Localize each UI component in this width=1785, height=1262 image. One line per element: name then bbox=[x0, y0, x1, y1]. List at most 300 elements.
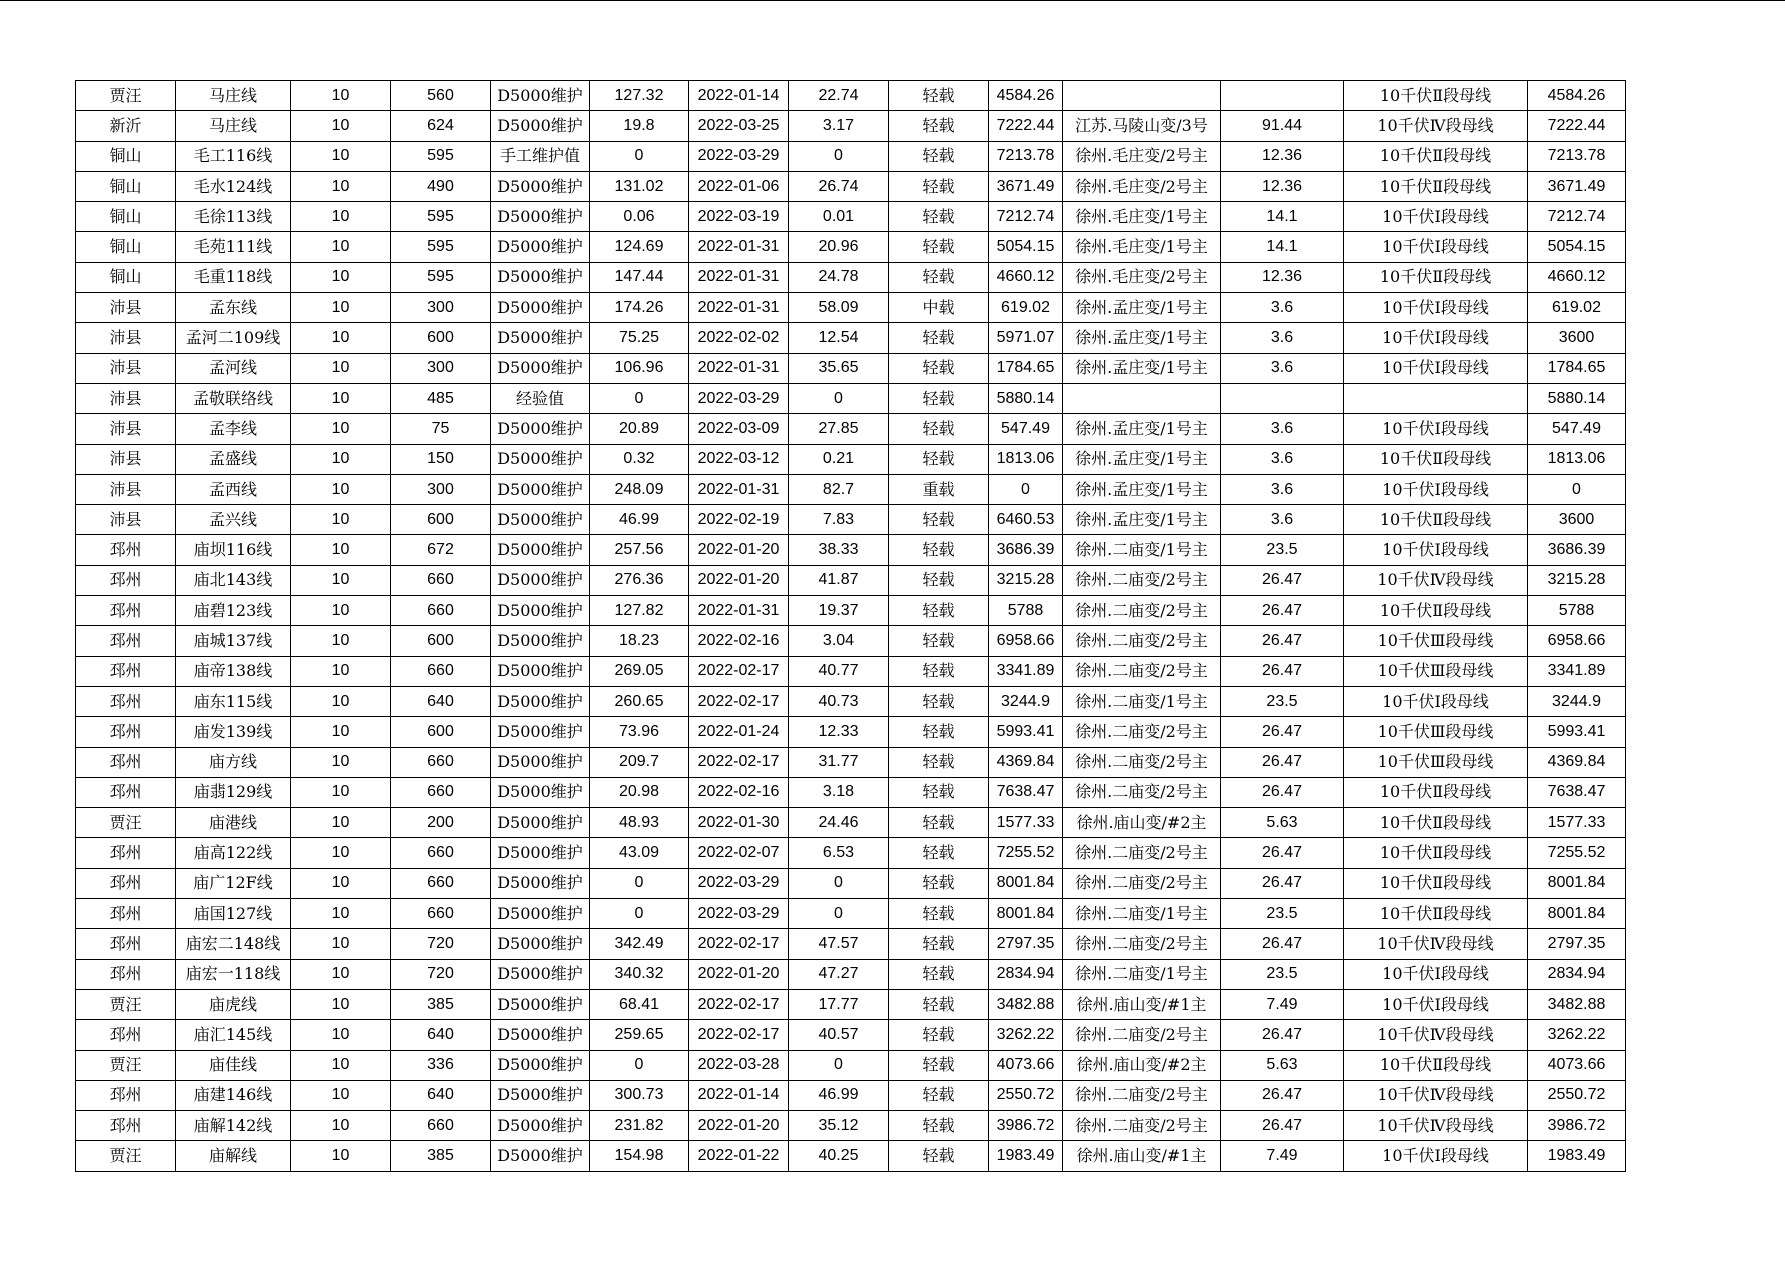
region-cell: 邳州 bbox=[76, 868, 176, 898]
bus-capacity-cell: 8001.84 bbox=[1528, 868, 1626, 898]
table-row bbox=[76, 171, 1626, 201]
transformer-load-cell: 12.36 bbox=[1221, 171, 1344, 201]
voltage-cell: 10 bbox=[291, 838, 391, 868]
bus-cell: 10千伏Ⅱ段母线 bbox=[1344, 141, 1528, 171]
line-name-cell: 毛工116线 bbox=[176, 141, 291, 171]
load-rate-cell: 24.46 bbox=[789, 808, 889, 838]
region-cell: 贾汪 bbox=[76, 1141, 176, 1171]
voltage-cell: 10 bbox=[291, 111, 391, 141]
bus-capacity-cell: 0 bbox=[1528, 474, 1626, 504]
voltage-cell: 10 bbox=[291, 171, 391, 201]
line-name-cell: 庙港线 bbox=[176, 808, 291, 838]
limit-cell: 660 bbox=[391, 899, 491, 929]
load-rate-cell: 82.7 bbox=[789, 474, 889, 504]
bus-cell: 10千伏Ⅱ段母线 bbox=[1344, 171, 1528, 201]
bus-capacity-cell: 2797.35 bbox=[1528, 929, 1626, 959]
load-status-cell: 轻载 bbox=[889, 717, 989, 747]
open-capacity-cell: 619.02 bbox=[989, 293, 1063, 323]
line-name-cell: 庙宏一118线 bbox=[176, 959, 291, 989]
bus-cell: 10千伏Ⅰ段母线 bbox=[1344, 232, 1528, 262]
source-cell: D5000维护 bbox=[491, 686, 590, 716]
table-body bbox=[76, 81, 1626, 1172]
region-cell: 邳州 bbox=[76, 717, 176, 747]
max-current-cell: 269.05 bbox=[590, 656, 689, 686]
voltage-cell: 10 bbox=[291, 353, 391, 383]
bus-capacity-cell: 6958.66 bbox=[1528, 626, 1626, 656]
open-capacity-cell: 7212.74 bbox=[989, 202, 1063, 232]
date-cell: 2022-01-31 bbox=[689, 596, 789, 626]
voltage-cell: 10 bbox=[291, 383, 391, 413]
load-status-cell: 轻载 bbox=[889, 383, 989, 413]
voltage-cell: 10 bbox=[291, 808, 391, 838]
substation-cell: 徐州.二庙变/2号主 bbox=[1063, 656, 1221, 686]
date-cell: 2022-02-17 bbox=[689, 656, 789, 686]
region-cell: 邳州 bbox=[76, 929, 176, 959]
load-rate-cell: 12.54 bbox=[789, 323, 889, 353]
transformer-load-cell: 3.6 bbox=[1221, 444, 1344, 474]
table-row bbox=[76, 808, 1626, 838]
limit-cell: 660 bbox=[391, 656, 491, 686]
bus-capacity-cell: 547.49 bbox=[1528, 414, 1626, 444]
bus-cell: 10千伏Ⅳ段母线 bbox=[1344, 1020, 1528, 1050]
limit-cell: 640 bbox=[391, 1080, 491, 1110]
load-rate-cell: 19.37 bbox=[789, 596, 889, 626]
transformer-load-cell bbox=[1221, 383, 1344, 413]
region-cell: 沛县 bbox=[76, 383, 176, 413]
substation-cell: 徐州.庙山变/#1主 bbox=[1063, 1141, 1221, 1171]
substation-cell: 徐州.毛庄变/1号主 bbox=[1063, 232, 1221, 262]
source-cell: D5000维护 bbox=[491, 1080, 590, 1110]
transformer-load-cell: 26.47 bbox=[1221, 1020, 1344, 1050]
source-cell: D5000维护 bbox=[491, 808, 590, 838]
voltage-cell: 10 bbox=[291, 535, 391, 565]
date-cell: 2022-01-30 bbox=[689, 808, 789, 838]
transformer-load-cell: 14.1 bbox=[1221, 232, 1344, 262]
max-current-cell: 231.82 bbox=[590, 1111, 689, 1141]
bus-capacity-cell: 3600 bbox=[1528, 505, 1626, 535]
load-rate-cell: 35.65 bbox=[789, 353, 889, 383]
line-name-cell: 庙翡129线 bbox=[176, 777, 291, 807]
date-cell: 2022-01-20 bbox=[689, 1111, 789, 1141]
voltage-cell: 10 bbox=[291, 717, 391, 747]
limit-cell: 75 bbox=[391, 414, 491, 444]
load-rate-cell: 31.77 bbox=[789, 747, 889, 777]
load-rate-cell: 40.73 bbox=[789, 686, 889, 716]
table-row bbox=[76, 1020, 1626, 1050]
source-cell: D5000维护 bbox=[491, 474, 590, 504]
open-capacity-cell: 8001.84 bbox=[989, 899, 1063, 929]
limit-cell: 490 bbox=[391, 171, 491, 201]
bus-cell: 10千伏Ⅱ段母线 bbox=[1344, 777, 1528, 807]
source-cell: 手工维护值 bbox=[491, 141, 590, 171]
source-cell: D5000维护 bbox=[491, 323, 590, 353]
transformer-load-cell: 91.44 bbox=[1221, 111, 1344, 141]
open-capacity-cell: 4073.66 bbox=[989, 1050, 1063, 1080]
open-capacity-cell: 8001.84 bbox=[989, 868, 1063, 898]
max-current-cell: 0 bbox=[590, 1050, 689, 1080]
table-row bbox=[76, 505, 1626, 535]
transformer-load-cell: 3.6 bbox=[1221, 414, 1344, 444]
load-status-cell: 轻载 bbox=[889, 686, 989, 716]
max-current-cell: 248.09 bbox=[590, 474, 689, 504]
bus-capacity-cell: 1577.33 bbox=[1528, 808, 1626, 838]
open-capacity-cell: 4584.26 bbox=[989, 81, 1063, 111]
bus-capacity-cell: 1983.49 bbox=[1528, 1141, 1626, 1171]
table-row bbox=[76, 626, 1626, 656]
line-name-cell: 庙城137线 bbox=[176, 626, 291, 656]
max-current-cell: 0.32 bbox=[590, 444, 689, 474]
load-status-cell: 轻载 bbox=[889, 505, 989, 535]
max-current-cell: 276.36 bbox=[590, 565, 689, 595]
bus-capacity-cell: 4073.66 bbox=[1528, 1050, 1626, 1080]
max-current-cell: 147.44 bbox=[590, 262, 689, 292]
load-status-cell: 中载 bbox=[889, 293, 989, 323]
max-current-cell: 106.96 bbox=[590, 353, 689, 383]
load-status-cell: 轻载 bbox=[889, 323, 989, 353]
transformer-load-cell: 14.1 bbox=[1221, 202, 1344, 232]
date-cell: 2022-02-17 bbox=[689, 1020, 789, 1050]
bus-cell: 10千伏Ⅱ段母线 bbox=[1344, 81, 1528, 111]
voltage-cell: 10 bbox=[291, 959, 391, 989]
open-capacity-cell: 2834.94 bbox=[989, 959, 1063, 989]
substation-cell bbox=[1063, 81, 1221, 111]
table-row bbox=[76, 383, 1626, 413]
region-cell: 沛县 bbox=[76, 414, 176, 444]
source-cell: D5000维护 bbox=[491, 444, 590, 474]
limit-cell: 600 bbox=[391, 717, 491, 747]
max-current-cell: 43.09 bbox=[590, 838, 689, 868]
max-current-cell: 342.49 bbox=[590, 929, 689, 959]
table-row bbox=[76, 959, 1626, 989]
limit-cell: 595 bbox=[391, 262, 491, 292]
bus-capacity-cell: 4369.84 bbox=[1528, 747, 1626, 777]
substation-cell: 徐州.孟庄变/1号主 bbox=[1063, 474, 1221, 504]
load-status-cell: 轻载 bbox=[889, 414, 989, 444]
substation-cell: 徐州.孟庄变/1号主 bbox=[1063, 505, 1221, 535]
source-cell: D5000维护 bbox=[491, 202, 590, 232]
table-row bbox=[76, 414, 1626, 444]
substation-cell: 徐州.二庙变/2号主 bbox=[1063, 1111, 1221, 1141]
substation-cell: 徐州.毛庄变/2号主 bbox=[1063, 171, 1221, 201]
table-row bbox=[76, 717, 1626, 747]
source-cell: D5000维护 bbox=[491, 777, 590, 807]
bus-capacity-cell: 5054.15 bbox=[1528, 232, 1626, 262]
date-cell: 2022-02-17 bbox=[689, 686, 789, 716]
table-row bbox=[76, 444, 1626, 474]
region-cell: 邳州 bbox=[76, 959, 176, 989]
substation-cell: 徐州.二庙变/1号主 bbox=[1063, 899, 1221, 929]
load-rate-cell: 0 bbox=[789, 141, 889, 171]
line-name-cell: 毛水124线 bbox=[176, 171, 291, 201]
source-cell: D5000维护 bbox=[491, 959, 590, 989]
table-row bbox=[76, 474, 1626, 504]
bus-capacity-cell: 4584.26 bbox=[1528, 81, 1626, 111]
source-cell: D5000维护 bbox=[491, 293, 590, 323]
substation-cell: 徐州.二庙变/2号主 bbox=[1063, 565, 1221, 595]
bus-cell: 10千伏Ⅰ段母线 bbox=[1344, 1141, 1528, 1171]
open-capacity-cell: 5993.41 bbox=[989, 717, 1063, 747]
bus-capacity-cell: 3262.22 bbox=[1528, 1020, 1626, 1050]
limit-cell: 595 bbox=[391, 202, 491, 232]
open-capacity-cell: 3262.22 bbox=[989, 1020, 1063, 1050]
limit-cell: 660 bbox=[391, 1111, 491, 1141]
limit-cell: 720 bbox=[391, 959, 491, 989]
transformer-load-cell: 26.47 bbox=[1221, 747, 1344, 777]
region-cell: 沛县 bbox=[76, 444, 176, 474]
table-row bbox=[76, 686, 1626, 716]
line-name-cell: 孟东线 bbox=[176, 293, 291, 323]
load-status-cell: 轻载 bbox=[889, 444, 989, 474]
date-cell: 2022-03-29 bbox=[689, 141, 789, 171]
bus-capacity-cell: 3341.89 bbox=[1528, 656, 1626, 686]
limit-cell: 560 bbox=[391, 81, 491, 111]
voltage-cell: 10 bbox=[291, 444, 391, 474]
load-rate-cell: 0 bbox=[789, 899, 889, 929]
voltage-cell: 10 bbox=[291, 929, 391, 959]
substation-cell: 徐州.庙山变/#2主 bbox=[1063, 1050, 1221, 1080]
table-row bbox=[76, 535, 1626, 565]
load-rate-cell: 40.25 bbox=[789, 1141, 889, 1171]
limit-cell: 672 bbox=[391, 535, 491, 565]
region-cell: 贾汪 bbox=[76, 808, 176, 838]
date-cell: 2022-03-25 bbox=[689, 111, 789, 141]
open-capacity-cell: 6460.53 bbox=[989, 505, 1063, 535]
limit-cell: 660 bbox=[391, 868, 491, 898]
substation-cell: 徐州.二庙变/2号主 bbox=[1063, 777, 1221, 807]
date-cell: 2022-01-31 bbox=[689, 293, 789, 323]
transformer-load-cell: 26.47 bbox=[1221, 565, 1344, 595]
date-cell: 2022-02-16 bbox=[689, 777, 789, 807]
substation-cell: 徐州.二庙变/1号主 bbox=[1063, 535, 1221, 565]
voltage-cell: 10 bbox=[291, 1050, 391, 1080]
region-cell: 邳州 bbox=[76, 1080, 176, 1110]
region-cell: 邳州 bbox=[76, 1111, 176, 1141]
bus-cell: 10千伏Ⅱ段母线 bbox=[1344, 444, 1528, 474]
load-status-cell: 轻载 bbox=[889, 899, 989, 929]
voltage-cell: 10 bbox=[291, 656, 391, 686]
open-capacity-cell: 5788 bbox=[989, 596, 1063, 626]
load-status-cell: 轻载 bbox=[889, 808, 989, 838]
load-rate-cell: 0 bbox=[789, 383, 889, 413]
load-status-cell: 重载 bbox=[889, 474, 989, 504]
table-row bbox=[76, 596, 1626, 626]
substation-cell: 江苏.马陵山变/3号 bbox=[1063, 111, 1221, 141]
substation-cell: 徐州.毛庄变/2号主 bbox=[1063, 262, 1221, 292]
transformer-load-cell: 26.47 bbox=[1221, 838, 1344, 868]
region-cell: 沛县 bbox=[76, 353, 176, 383]
load-rate-cell: 3.17 bbox=[789, 111, 889, 141]
voltage-cell: 10 bbox=[291, 777, 391, 807]
source-cell: D5000维护 bbox=[491, 232, 590, 262]
bus-capacity-cell: 3671.49 bbox=[1528, 171, 1626, 201]
load-rate-cell: 40.77 bbox=[789, 656, 889, 686]
voltage-cell: 10 bbox=[291, 565, 391, 595]
bus-cell: 10千伏Ⅱ段母线 bbox=[1344, 505, 1528, 535]
load-status-cell: 轻载 bbox=[889, 141, 989, 171]
voltage-cell: 10 bbox=[291, 262, 391, 292]
load-rate-cell: 12.33 bbox=[789, 717, 889, 747]
max-current-cell: 0 bbox=[590, 141, 689, 171]
table-row bbox=[76, 353, 1626, 383]
load-rate-cell: 40.57 bbox=[789, 1020, 889, 1050]
bus-cell: 10千伏Ⅰ段母线 bbox=[1344, 535, 1528, 565]
line-name-cell: 庙广12F线 bbox=[176, 868, 291, 898]
bus-cell: 10千伏Ⅰ段母线 bbox=[1344, 293, 1528, 323]
load-status-cell: 轻载 bbox=[889, 232, 989, 262]
bus-cell: 10千伏Ⅰ段母线 bbox=[1344, 686, 1528, 716]
line-name-cell: 庙坝116线 bbox=[176, 535, 291, 565]
date-cell: 2022-03-09 bbox=[689, 414, 789, 444]
load-rate-cell: 27.85 bbox=[789, 414, 889, 444]
substation-cell: 徐州.二庙变/1号主 bbox=[1063, 686, 1221, 716]
source-cell: D5000维护 bbox=[491, 1050, 590, 1080]
date-cell: 2022-03-29 bbox=[689, 383, 789, 413]
region-cell: 邳州 bbox=[76, 656, 176, 686]
substation-cell: 徐州.毛庄变/2号主 bbox=[1063, 141, 1221, 171]
table-row bbox=[76, 323, 1626, 353]
load-status-cell: 轻载 bbox=[889, 656, 989, 686]
substation-cell: 徐州.孟庄变/1号主 bbox=[1063, 353, 1221, 383]
table-row bbox=[76, 262, 1626, 292]
load-rate-cell: 26.74 bbox=[789, 171, 889, 201]
voltage-cell: 10 bbox=[291, 414, 391, 444]
load-rate-cell: 17.77 bbox=[789, 989, 889, 1019]
date-cell: 2022-01-20 bbox=[689, 959, 789, 989]
load-status-cell: 轻载 bbox=[889, 959, 989, 989]
max-current-cell: 131.02 bbox=[590, 171, 689, 201]
max-current-cell: 124.69 bbox=[590, 232, 689, 262]
transformer-load-cell: 26.47 bbox=[1221, 717, 1344, 747]
load-status-cell: 轻载 bbox=[889, 171, 989, 201]
bus-capacity-cell: 619.02 bbox=[1528, 293, 1626, 323]
bus-capacity-cell: 3244.9 bbox=[1528, 686, 1626, 716]
source-cell: D5000维护 bbox=[491, 747, 590, 777]
table-row bbox=[76, 81, 1626, 111]
load-status-cell: 轻载 bbox=[889, 535, 989, 565]
open-capacity-cell: 1983.49 bbox=[989, 1141, 1063, 1171]
line-name-cell: 庙北143线 bbox=[176, 565, 291, 595]
open-capacity-cell: 5971.07 bbox=[989, 323, 1063, 353]
date-cell: 2022-02-17 bbox=[689, 747, 789, 777]
limit-cell: 300 bbox=[391, 293, 491, 323]
transformer-load-cell: 23.5 bbox=[1221, 899, 1344, 929]
date-cell: 2022-02-02 bbox=[689, 323, 789, 353]
substation-cell: 徐州.二庙变/2号主 bbox=[1063, 717, 1221, 747]
region-cell: 邳州 bbox=[76, 838, 176, 868]
source-cell: D5000维护 bbox=[491, 596, 590, 626]
source-cell: D5000维护 bbox=[491, 171, 590, 201]
bus-cell: 10千伏Ⅱ段母线 bbox=[1344, 808, 1528, 838]
table-row bbox=[76, 929, 1626, 959]
substation-cell: 徐州.庙山变/#1主 bbox=[1063, 989, 1221, 1019]
source-cell: D5000维护 bbox=[491, 414, 590, 444]
bus-cell: 10千伏Ⅳ段母线 bbox=[1344, 565, 1528, 595]
source-cell: D5000维护 bbox=[491, 111, 590, 141]
region-cell: 邳州 bbox=[76, 686, 176, 716]
source-cell: D5000维护 bbox=[491, 868, 590, 898]
line-name-cell: 庙帝138线 bbox=[176, 656, 291, 686]
transformer-load-cell bbox=[1221, 81, 1344, 111]
source-cell: D5000维护 bbox=[491, 1020, 590, 1050]
region-cell: 邳州 bbox=[76, 535, 176, 565]
load-status-cell: 轻载 bbox=[889, 626, 989, 656]
table-row bbox=[76, 111, 1626, 141]
region-cell: 铜山 bbox=[76, 171, 176, 201]
date-cell: 2022-03-28 bbox=[689, 1050, 789, 1080]
load-rate-cell: 46.99 bbox=[789, 1080, 889, 1110]
region-cell: 沛县 bbox=[76, 505, 176, 535]
line-name-cell: 庙高122线 bbox=[176, 838, 291, 868]
transformer-load-cell: 26.47 bbox=[1221, 929, 1344, 959]
region-cell: 新沂 bbox=[76, 111, 176, 141]
max-current-cell: 340.32 bbox=[590, 959, 689, 989]
open-capacity-cell: 2550.72 bbox=[989, 1080, 1063, 1110]
source-cell: D5000维护 bbox=[491, 929, 590, 959]
transformer-load-cell: 3.6 bbox=[1221, 293, 1344, 323]
region-cell: 邳州 bbox=[76, 899, 176, 929]
limit-cell: 600 bbox=[391, 323, 491, 353]
transformer-load-cell: 26.47 bbox=[1221, 1111, 1344, 1141]
max-current-cell: 257.56 bbox=[590, 535, 689, 565]
bus-capacity-cell: 7222.44 bbox=[1528, 111, 1626, 141]
bus-cell: 10千伏Ⅲ段母线 bbox=[1344, 626, 1528, 656]
limit-cell: 385 bbox=[391, 1141, 491, 1171]
bus-cell: 10千伏Ⅲ段母线 bbox=[1344, 656, 1528, 686]
substation-cell bbox=[1063, 383, 1221, 413]
voltage-cell: 10 bbox=[291, 323, 391, 353]
line-name-cell: 孟河线 bbox=[176, 353, 291, 383]
source-cell: D5000维护 bbox=[491, 262, 590, 292]
max-current-cell: 20.98 bbox=[590, 777, 689, 807]
substation-cell: 徐州.二庙变/2号主 bbox=[1063, 1020, 1221, 1050]
bus-capacity-cell: 7255.52 bbox=[1528, 838, 1626, 868]
max-current-cell: 127.32 bbox=[590, 81, 689, 111]
transformer-load-cell: 23.5 bbox=[1221, 959, 1344, 989]
table-row bbox=[76, 232, 1626, 262]
voltage-cell: 10 bbox=[291, 596, 391, 626]
bus-cell: 10千伏Ⅱ段母线 bbox=[1344, 596, 1528, 626]
limit-cell: 336 bbox=[391, 1050, 491, 1080]
open-capacity-cell: 4660.12 bbox=[989, 262, 1063, 292]
load-status-cell: 轻载 bbox=[889, 202, 989, 232]
source-cell: D5000维护 bbox=[491, 899, 590, 929]
date-cell: 2022-01-14 bbox=[689, 1080, 789, 1110]
transformer-load-cell: 3.6 bbox=[1221, 323, 1344, 353]
transformer-load-cell: 7.49 bbox=[1221, 1141, 1344, 1171]
limit-cell: 640 bbox=[391, 686, 491, 716]
voltage-cell: 10 bbox=[291, 293, 391, 323]
open-capacity-cell: 5880.14 bbox=[989, 383, 1063, 413]
bus-capacity-cell: 7212.74 bbox=[1528, 202, 1626, 232]
max-current-cell: 300.73 bbox=[590, 1080, 689, 1110]
transformer-load-cell: 12.36 bbox=[1221, 262, 1344, 292]
open-capacity-cell: 3244.9 bbox=[989, 686, 1063, 716]
bus-cell: 10千伏Ⅰ段母线 bbox=[1344, 323, 1528, 353]
region-cell: 沛县 bbox=[76, 293, 176, 323]
limit-cell: 660 bbox=[391, 565, 491, 595]
load-status-cell: 轻载 bbox=[889, 565, 989, 595]
bus-capacity-cell: 2834.94 bbox=[1528, 959, 1626, 989]
region-cell: 铜山 bbox=[76, 262, 176, 292]
max-current-cell: 68.41 bbox=[590, 989, 689, 1019]
voltage-cell: 10 bbox=[291, 1111, 391, 1141]
source-cell: D5000维护 bbox=[491, 81, 590, 111]
load-status-cell: 轻载 bbox=[889, 1080, 989, 1110]
bus-cell: 10千伏Ⅰ段母线 bbox=[1344, 202, 1528, 232]
voltage-cell: 10 bbox=[291, 899, 391, 929]
limit-cell: 200 bbox=[391, 808, 491, 838]
bus-cell: 10千伏Ⅰ段母线 bbox=[1344, 353, 1528, 383]
